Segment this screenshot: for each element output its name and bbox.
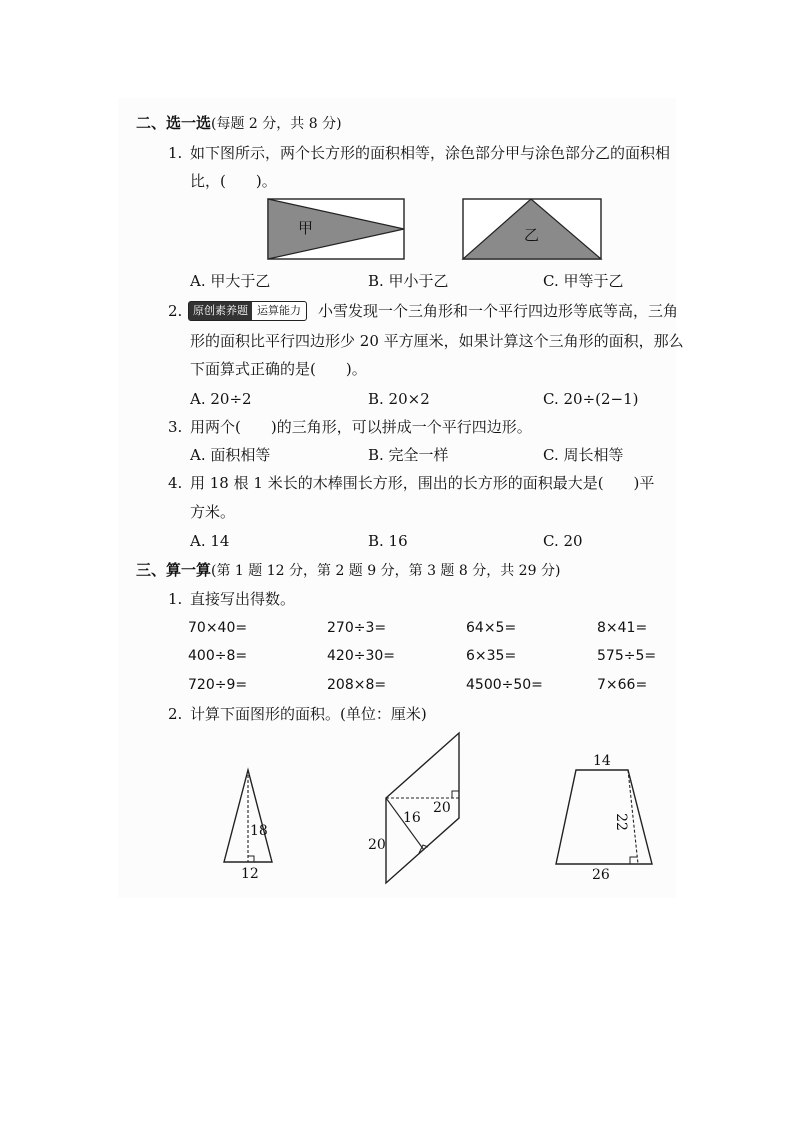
calc-cell: 208×8= — [327, 677, 387, 693]
q2-option-c: C. 20÷(2−1) — [543, 390, 639, 408]
q2-line1: 小雪发现一个三角形和一个平行四边形等底等高，三角 — [318, 302, 679, 320]
q3-line1: 用两个( )的三角形，可以拼成一个平行四边形。 — [190, 418, 532, 436]
q3-option-b: B. 完全一样 — [368, 446, 449, 464]
triangle-height-label: 18 — [250, 823, 268, 839]
q2-option-b: B. 20×2 — [368, 390, 430, 408]
badge-skill: 运算能力 — [252, 302, 306, 320]
trapezoid-height-label: 22 — [612, 813, 629, 831]
parallelogram-height-label: 16 — [403, 810, 421, 826]
figure-jia — [268, 199, 404, 259]
s3q2-number: 2. — [168, 705, 183, 723]
calc-cell: 575÷5= — [597, 648, 657, 664]
trapezoid-bottom-label: 26 — [592, 867, 610, 883]
trapezoid-top-label: 14 — [593, 753, 611, 769]
section3-heading — [136, 561, 560, 580]
q1-number: 1. — [168, 144, 183, 162]
section3-title: 三、算一算 — [136, 561, 212, 579]
s3q2-text: 计算下面图形的面积。(单位：厘米) — [190, 705, 427, 723]
calc-cell: 64×5= — [466, 620, 517, 636]
q1-line1: 如下图所示，两个长方形的面积相等，涂色部分甲与涂色部分乙的面积相 — [190, 144, 671, 162]
badge-original: 原创素养题 — [189, 302, 252, 320]
fig-label-yi: 乙 — [524, 226, 540, 244]
calc-cell: 6×35= — [466, 648, 517, 664]
q2-number: 2. — [168, 302, 183, 320]
s3q1-text: 直接写出得数。 — [190, 590, 296, 608]
section2-title: 二、选一选 — [136, 114, 212, 132]
calc-cell: 70×40= — [188, 620, 248, 636]
q4-line2: 方米。 — [190, 503, 236, 521]
q3-option-c: C. 周长相等 — [543, 446, 624, 464]
calc-cell: 420÷30= — [327, 648, 395, 664]
trapezoid-figure — [556, 770, 652, 864]
q1-option-a: A. 甲大于乙 — [190, 272, 271, 290]
triangle-base-label: 12 — [241, 866, 259, 882]
q3-number: 3. — [168, 418, 183, 436]
q2-option-a: A. 20÷2 — [190, 390, 252, 408]
q4-option-c: C. 20 — [543, 532, 583, 550]
calc-cell: 720÷9= — [188, 677, 248, 693]
q2-line2: 形的面积比平行四边形少 20 平方厘米，如果计算这个三角形的面积，那么 — [190, 332, 684, 350]
q1-option-b: B. 甲小于乙 — [368, 272, 449, 290]
parallelogram-side-label: 20 — [368, 837, 386, 853]
q1-line2: 比，( )。 — [190, 172, 277, 190]
q4-line1: 用 18 根 1 米长的木棒围长方形，围出的长方形的面积最大是( )平 — [190, 474, 655, 492]
q4-number: 4. — [168, 474, 183, 492]
q2-line3: 下面算式正确的是( )。 — [190, 360, 367, 378]
q4-option-a: A. 14 — [190, 532, 230, 550]
parallelogram-top-label: 20 — [433, 800, 451, 816]
calc-cell: 4500÷50= — [466, 677, 543, 693]
section2-note: (每题 2 分，共 8 分) — [211, 116, 342, 132]
q1-option-c: C. 甲等于乙 — [543, 272, 624, 290]
calc-cell: 400÷8= — [188, 648, 248, 664]
calc-cell: 8×41= — [597, 620, 648, 636]
calc-cell: 7×66= — [597, 677, 648, 693]
fig-label-jia: 甲 — [298, 219, 314, 237]
triangle-figure — [224, 770, 272, 862]
q3-option-a: A. 面积相等 — [190, 446, 271, 464]
calc-cell: 270÷3= — [327, 620, 387, 636]
s3q1-number: 1. — [168, 590, 183, 608]
section3-note: (第 1 题 12 分，第 2 题 9 分，第 3 题 8 分，共 29 分) — [211, 563, 561, 579]
q2-badge — [188, 301, 307, 321]
q4-option-b: B. 16 — [368, 532, 408, 550]
